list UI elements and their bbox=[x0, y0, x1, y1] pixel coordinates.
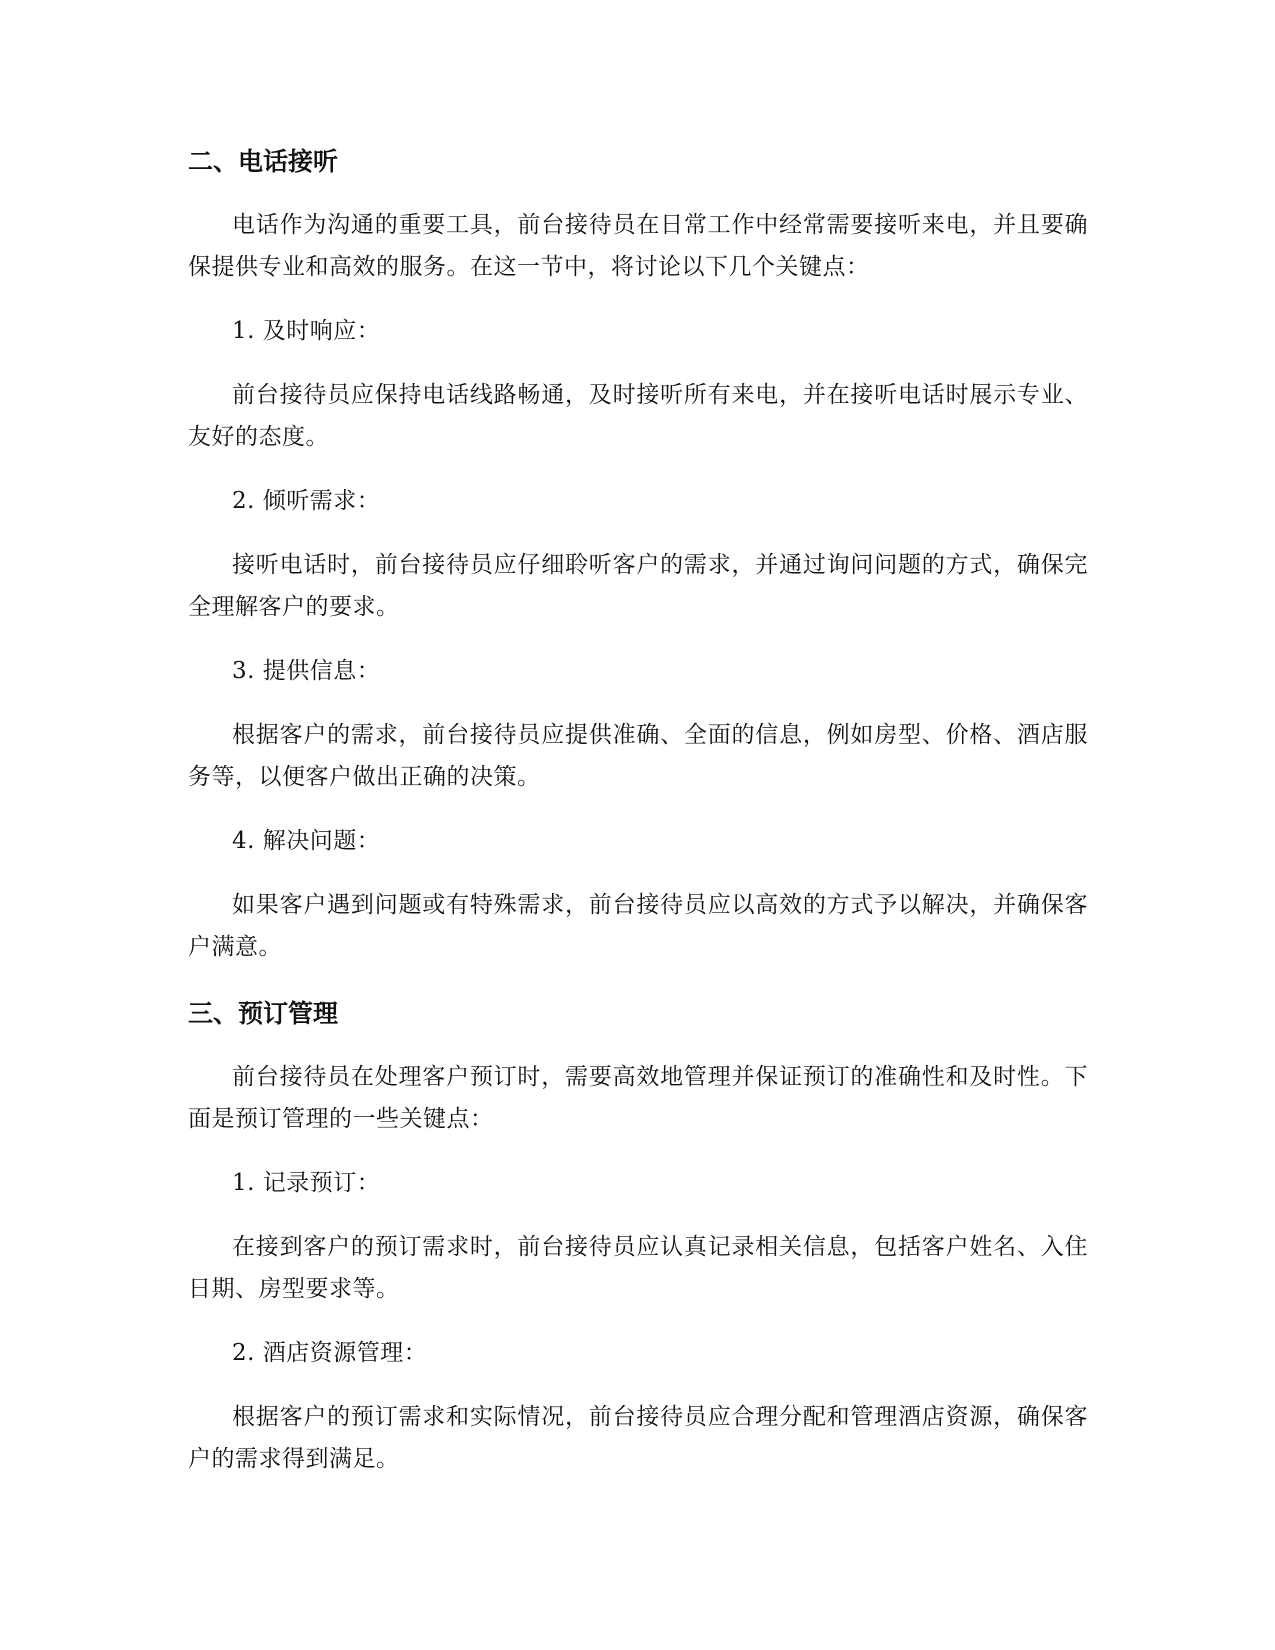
point-title-timely-response: 1. 及时响应： bbox=[232, 318, 381, 344]
point-title-provide-info: 3. 提供信息： bbox=[232, 658, 381, 684]
section-heading-phone: 二、电话接听 bbox=[188, 147, 339, 176]
section-heading-reservation: 三、预订管理 bbox=[188, 999, 339, 1028]
document-body bbox=[188, 142, 1088, 1502]
point-title-record-booking: 1. 记录预订： bbox=[232, 1170, 381, 1196]
point-text-provide-info: 根据客户的需求，前台接待员应提供准确、全面的信息，例如房型、价格、酒店服务等，以便客户做出正确的决策。 bbox=[188, 722, 1088, 790]
point-title-solve-problems: 4. 解决问题： bbox=[232, 828, 381, 854]
section-intro-phone: 电话作为沟通的重要工具，前台接待员在日常工作中经常需要接听来电，并且要确保提供专业和高效的服务。在这一节中，将讨论以下几个关键点： bbox=[188, 212, 1088, 280]
point-title-listen-needs: 2. 倾听需求： bbox=[232, 488, 381, 514]
section-intro-reservation: 前台接待员在处理客户预订时，需要高效地管理并保证预订的准确性和及时性。下面是预订管理的一些关键点： bbox=[188, 1064, 1088, 1132]
point-text-solve-problems: 如果客户遇到问题或有特殊需求，前台接待员应以高效的方式予以解决，并确保客户满意。 bbox=[188, 892, 1088, 960]
point-text-record-booking: 在接到客户的预订需求时，前台接待员应认真记录相关信息，包括客户姓名、入住日期、房型要求等。 bbox=[188, 1234, 1088, 1302]
point-text-timely-response: 前台接待员应保持电话线路畅通，及时接听所有来电，并在接听电话时展示专业、友好的态度。 bbox=[188, 382, 1088, 450]
point-text-listen-needs: 接听电话时，前台接待员应仔细聆听客户的需求，并通过询问问题的方式，确保完全理解客户的要求。 bbox=[188, 552, 1088, 620]
point-title-resource-management: 2. 酒店资源管理： bbox=[232, 1340, 428, 1366]
point-text-resource-management: 根据客户的预订需求和实际情况，前台接待员应合理分配和管理酒店资源，确保客户的需求得到满足。 bbox=[188, 1404, 1088, 1472]
